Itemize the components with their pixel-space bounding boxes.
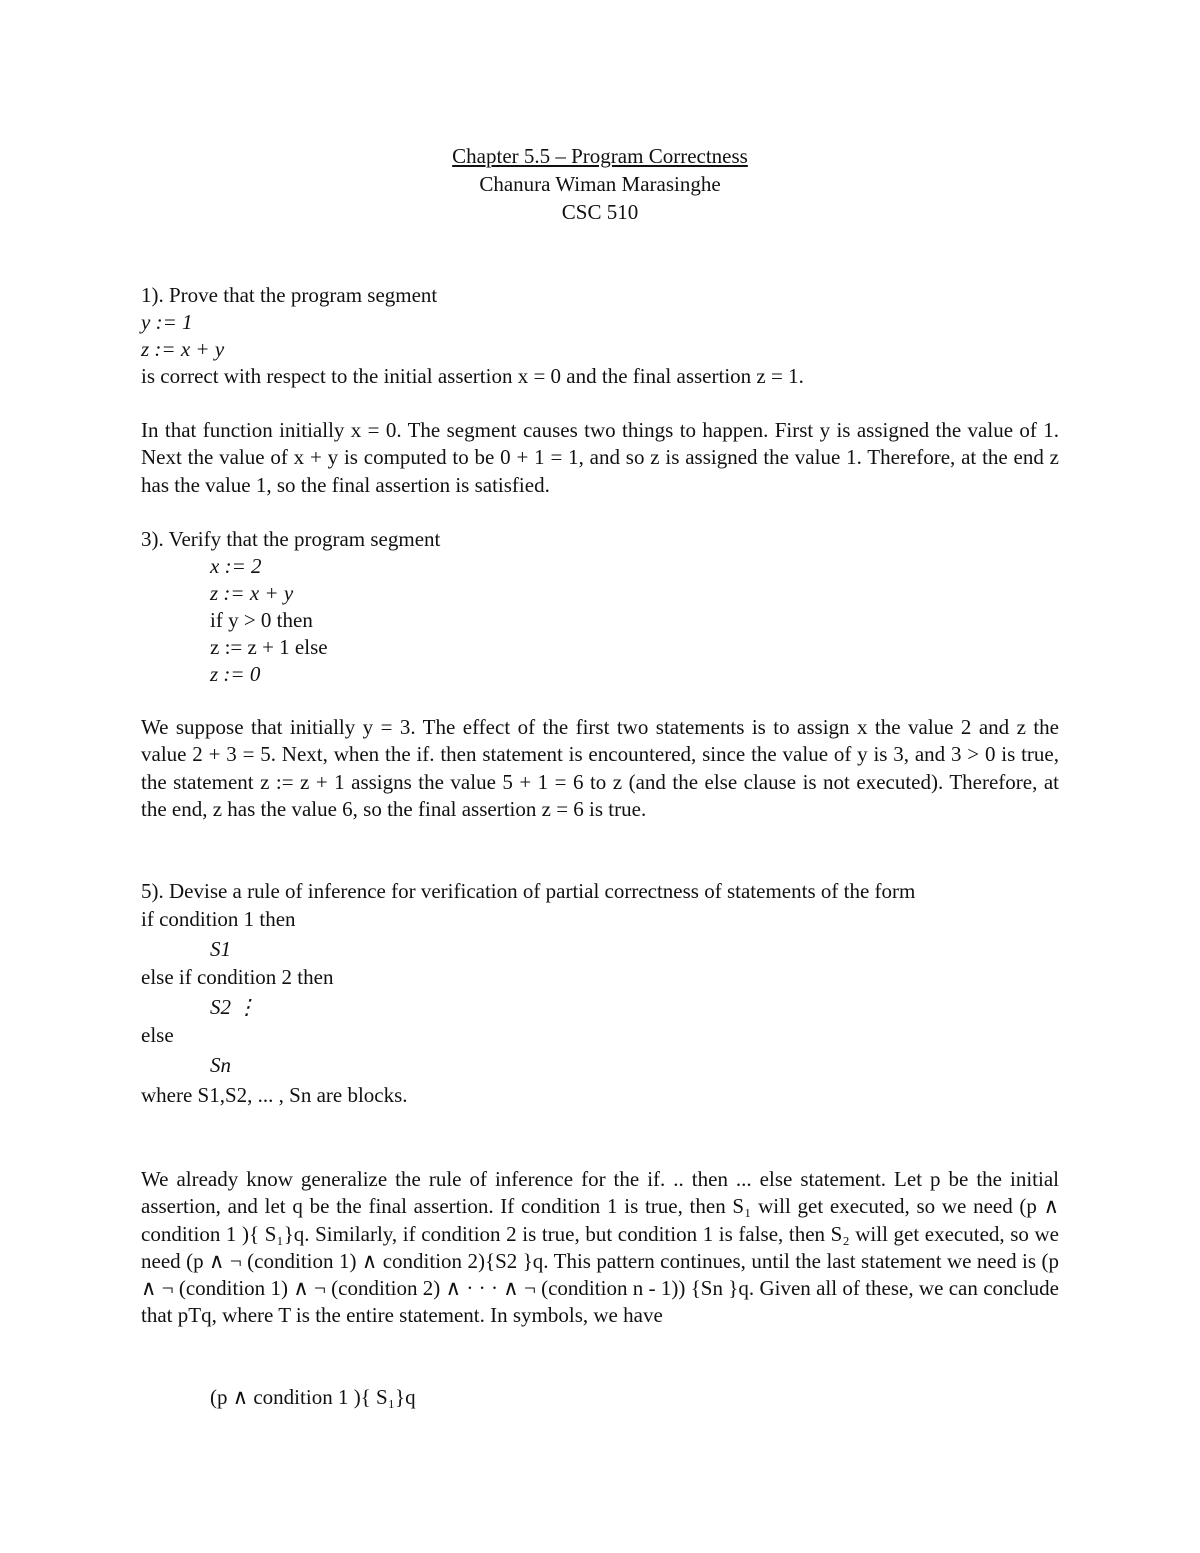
q5-answer: We already know generalize the rule of inference for the if. .. then ... else statement. Let p be the initial assertion, and let q be the final assertion. If condition 1 is true, then S₁ will get executed, so we need (p ∧ condition 1 ){ S₁}q. Similarly, if condition 2 is true, but condition 1 is false, then S₂ will get executed, so we need (p ∧ ¬ (condition 1) ∧ condition 2){S2 }q. This pattern continues, until the last statement we need is (p ∧ ¬ (condition 1) ∧ ¬ (condition 2) ∧ · · · ∧ ¬ (condition n - 1)) {Sn }q. Given all of these, we can conclude that pTq, where T is the entire statement. In symbols, we have bbox=[141, 1167, 1059, 1328]
q5-where-line: where S1,S2, ... , Sn are blocks. bbox=[141, 1083, 408, 1107]
q1-code-line-2: z := x + y bbox=[141, 337, 225, 361]
q5-prompt: 5). Devise a rule of inference for verification of partial correctness of statements of the form bbox=[141, 879, 916, 903]
q1-prompt: 1). Prove that the program segment bbox=[141, 283, 438, 307]
course-code: CSC 510 bbox=[561, 200, 639, 224]
q3-prompt: 3). Verify that the program segment bbox=[141, 527, 441, 551]
q3-answer: We suppose that initially y = 3. The effect of the first two statements is to assign x the value 2 and z the value 2 + 3 = 5. Next, when the if. then statement is encountered, since the value of y is 3, and 3 > 0 is true, the statement z := z + 1 assigns the value 5 + 1 = 6 to z (and the else clause is not executed). Therefore, at the end, z has the value 6, so the final assertion z = 6 is true. bbox=[141, 715, 1059, 821]
q3-code-line-3: if y > 0 then bbox=[210, 608, 313, 632]
q5-block-s1: S1 bbox=[210, 937, 231, 961]
q3-code-line-4: z := z + 1 else bbox=[210, 635, 328, 659]
q5-else-if-line: else if condition 2 then bbox=[141, 965, 334, 989]
q1-assertion: is correct with respect to the initial assertion x = 0 and the final assertion z = 1. bbox=[141, 364, 804, 388]
q3-code-line-1: x := 2 bbox=[210, 554, 262, 578]
q5-block-s2: S2 ⋮ bbox=[210, 995, 258, 1019]
page-title: Chapter 5.5 – Program Correctness bbox=[452, 144, 748, 168]
q5-else-line: else bbox=[141, 1023, 174, 1047]
q3-code-line-5: z := 0 bbox=[210, 662, 261, 686]
q1-answer: In that function initially x = 0. The segment causes two things to happen. First y is assigned the value of 1. Next the value of x + y is computed to be 0 + 1 = 1, and so z is assigned the value 1. Therefore, at the end z has the value 1, so the final assertion is satisfied. bbox=[141, 418, 1059, 497]
q5-block-sn: Sn bbox=[210, 1053, 231, 1077]
q1-code-line-1: y := 1 bbox=[141, 310, 193, 334]
q5-formula: (p ∧ condition 1 ){ S₁}q bbox=[210, 1385, 416, 1409]
author-name: Chanura Wiman Marasinghe bbox=[479, 172, 721, 196]
q5-if-line: if condition 1 then bbox=[141, 907, 296, 931]
q3-code-line-2: z := x + y bbox=[210, 581, 294, 605]
